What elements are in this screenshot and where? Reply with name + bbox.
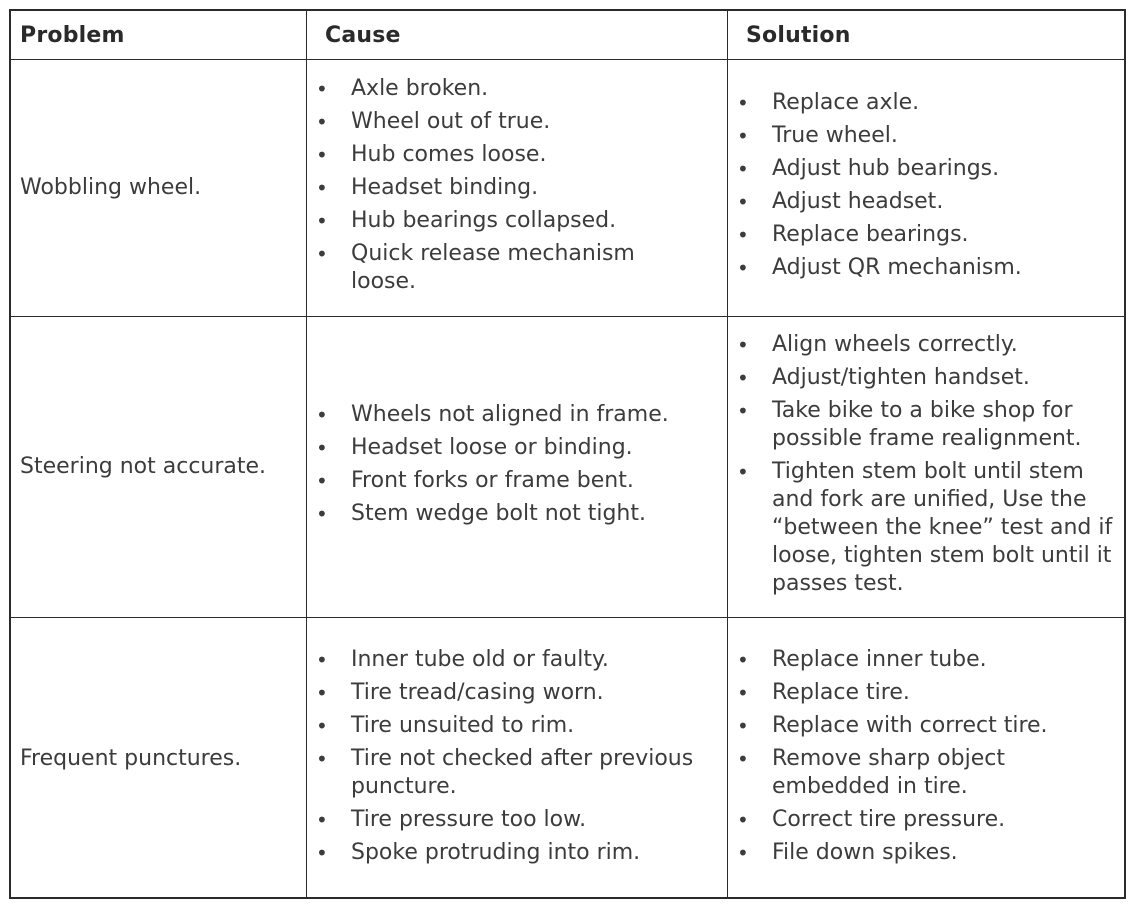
list-item: • Front forks or frame bent. [308, 467, 718, 495]
table-row-solutions [729, 619, 1124, 899]
header-cause: Cause [325, 22, 401, 48]
list-item: • Align wheels correctly. [729, 331, 1121, 359]
row-divider [11, 316, 1124, 317]
table-row-causes [308, 61, 726, 315]
list-item: • Quick release mechanism loose. [308, 240, 651, 296]
list-item: • Headset loose or binding. [308, 434, 718, 462]
list-item: • Adjust hub bearings. [729, 155, 1119, 183]
table-row-problem: Frequent punctures. [20, 746, 242, 771]
list-item: • Hub comes loose. [308, 141, 688, 169]
list-item: • Inner tube old or faulty. [308, 646, 722, 674]
troubleshooting-table [9, 9, 1126, 899]
list-item: • Adjust QR mechanism. [729, 254, 1119, 282]
solution-list [729, 646, 1121, 872]
list-item: • Replace axle. [729, 89, 1119, 117]
table-row-solutions [729, 318, 1124, 616]
list-item: • Hub bearings collapsed. [308, 207, 688, 235]
list-item: • Replace bearings. [729, 221, 1119, 249]
cause-list [308, 401, 718, 533]
table-row-solutions [729, 61, 1124, 315]
list-item: • Replace tire. [729, 679, 1121, 707]
list-item: • Tire tread/casing worn. [308, 679, 722, 707]
list-item: • Remove sharp object embedded in tire. [729, 745, 1121, 801]
list-item: • File down spikes. [729, 839, 1121, 867]
list-item: • Wheels not aligned in frame. [308, 401, 718, 429]
table-row-causes [308, 318, 726, 616]
solution-list [729, 331, 1121, 603]
header-solution: Solution [746, 22, 851, 48]
list-item: • Stem wedge bolt not tight. [308, 500, 718, 528]
table-row-causes [308, 619, 726, 899]
list-item: • Tire not checked after previous puncture. [308, 745, 722, 801]
header-problem: Problem [20, 22, 125, 48]
list-item: • Take bike to a bike shop for possible frame realignment. [729, 397, 1121, 453]
list-item: • Correct tire pressure. [729, 806, 1121, 834]
cause-list [308, 75, 688, 301]
list-item: • Adjust/tighten handset. [729, 364, 1121, 392]
list-item: • Spoke protruding into rim. [308, 839, 722, 867]
row-divider [11, 59, 1124, 60]
solution-list [729, 89, 1119, 287]
list-item: • Replace inner tube. [729, 646, 1121, 674]
list-item: • Replace with correct tire. [729, 712, 1121, 740]
column-divider [727, 11, 728, 897]
list-item: • Headset binding. [308, 174, 688, 202]
table-row-problem: Steering not accurate. [20, 454, 267, 479]
row-divider [11, 617, 1124, 618]
list-item: • Tighten stem bolt until stem and fork are unified, Use the “between the knee” test and if loose, tighten stem bolt until it passes test. [729, 458, 1121, 598]
list-item: • Tire unsuited to rim. [308, 712, 722, 740]
list-item: • Axle broken. [308, 75, 688, 103]
list-item: • Wheel out of true. [308, 108, 688, 136]
list-item: • Adjust headset. [729, 188, 1119, 216]
list-item: • Tire pressure too low. [308, 806, 722, 834]
table-row-problem: Wobbling wheel. [20, 175, 202, 200]
cause-list [308, 646, 722, 872]
list-item: • True wheel. [729, 122, 1119, 150]
